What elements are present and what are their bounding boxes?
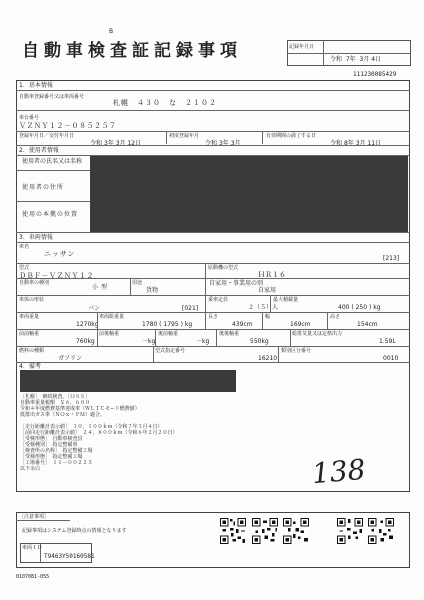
model-label: 型式 (19, 265, 30, 271)
expiry-month: 3 (355, 140, 360, 147)
section-vehicle: 3．車両情報 (19, 234, 53, 241)
length-value: 439cm (232, 321, 253, 328)
shape-value: バン (88, 305, 101, 312)
rear-front-value: －kg (196, 338, 210, 345)
shape-code: [021] (182, 305, 199, 312)
note-line: ［札幌］ 継続検査。［ＯＳＳ］ (20, 394, 91, 400)
user-name-label: 使用者の氏名又は名称 (22, 158, 83, 165)
note-line: ［受検形態］ 自動車検査員 (20, 436, 83, 442)
expiry-label: 有効期間の満了する日 (266, 133, 317, 139)
weight-label: 車両重量 (19, 314, 40, 320)
first-registration-day: 12 (127, 140, 136, 147)
first-year-year: 3 (218, 140, 223, 147)
kind-label: 自動車の種別 (19, 280, 50, 286)
fuel-label: 燃料の種類 (19, 348, 45, 354)
note-line: 以下余白 (20, 466, 41, 472)
vehicle-id-label: 車両ＩＤ (22, 545, 43, 551)
engine-value: ＨＲ１６ (258, 271, 286, 279)
form-mark: B (109, 28, 114, 35)
front-axle-label: 前前軸重 (19, 331, 40, 337)
purpose-value: 貨物 (146, 287, 159, 294)
front-axle-value: 760kg (76, 338, 95, 345)
redacted-note (20, 370, 236, 392)
qr-code-icon (220, 518, 246, 544)
rear-axle-value: 550kg (250, 338, 269, 345)
maker-code: [213] (383, 255, 400, 262)
record-date-label: 記録年月日 (289, 44, 315, 50)
chassis-label: 車台番号 (19, 115, 40, 121)
qr-code-icon (252, 518, 278, 544)
redacted-user-info (90, 156, 408, 232)
note-line: ［走行距離計表示値］ ３０，１００ｋｍ（令和７年３月４日） (20, 424, 163, 430)
engine-label: 原動機の型式 (208, 265, 239, 271)
record-date-day: 4 (371, 56, 376, 63)
notice-section: ［注意事項］ (19, 514, 50, 520)
type-approval-label: 型式指定番号 (155, 348, 186, 354)
use-value: 自家用 (258, 287, 277, 294)
note-line: ［受検形態］ 指定整備工場 (20, 454, 83, 460)
first-registration-label: 登録年月日／交付年月日 (19, 133, 75, 139)
maker-value: ニッサン (44, 250, 76, 258)
maker-label: 車名 (19, 244, 30, 250)
section-notes: 4．備考 (19, 363, 41, 370)
type-approval-value: 16210 (258, 355, 278, 362)
qr-code-icon (368, 518, 394, 544)
note-line: ［受検種別］ 指定整備車 (20, 442, 78, 448)
record-date-month: 3 (359, 56, 364, 63)
capacity-label: 乗車定員 (208, 297, 229, 303)
note-line: ［前回走行距離計表示値］ ２４，８００ｋｍ（令和６年２月２０日） (20, 430, 178, 436)
rear-front-label: 後前軸重 (158, 331, 179, 337)
handwritten-number: 138 (310, 452, 367, 491)
shape-label: 車体の形状 (19, 297, 45, 303)
width-label: 幅 (265, 314, 271, 320)
displacement-label: 総排気量又は定格出力 (292, 331, 343, 337)
page-title: 自動車検査証記録事項 (22, 41, 242, 61)
section-basic: 1．基本情報 (19, 82, 53, 89)
qr-code-icon (283, 518, 309, 544)
rear-axle-label: 後後軸重 (219, 331, 240, 337)
record-date-year: 7 (345, 56, 350, 63)
height-value: 154cm (357, 321, 378, 328)
maxload-label: 最大積載量 (273, 297, 299, 303)
maxload-value: 400 ( 250 ) kg (338, 304, 381, 311)
weight-value: 1270kg (76, 321, 99, 328)
class-value: 0010 (383, 355, 399, 362)
expiry-era: 令和 (330, 140, 343, 147)
kind-value: 小型 (92, 284, 111, 291)
section-user: 2．使用者情報 (19, 147, 59, 154)
first-year-month: 3 (230, 140, 235, 147)
vehicle-id-value: T9463Y50160581 (44, 553, 95, 560)
first-year-era: 令和 (205, 140, 218, 147)
capacity-value: ２（５）人 (248, 304, 279, 311)
notice-text: 記録事項はシステム登録時点の情報となります (22, 528, 127, 534)
user-base-label: 使用の本拠の位置 (22, 211, 79, 218)
purpose-label: 用途 (132, 280, 143, 286)
first-registration-era: 令和 (90, 140, 103, 147)
expiry-day: 11 (367, 140, 376, 147)
first-year-label: 初度登録年月 (169, 133, 200, 139)
record-date-era: 令和 (330, 56, 343, 63)
displacement-value: 1.59L (379, 338, 396, 345)
width-value: 169cm (290, 321, 311, 328)
front-rear-label: 前後軸重 (99, 331, 120, 337)
chassis-number: ＶＺＮＹ１２－０８５２５７ (19, 122, 117, 130)
first-registration-month: 3 (115, 140, 120, 147)
front-rear-value: －kg (142, 338, 156, 345)
note-line: 自動車重量税額 ￥６，６００ (20, 400, 91, 406)
note-line: ［工場番号］ １１－００２２５ (20, 460, 93, 466)
use-label: 自家用・事業用の別 (209, 280, 264, 287)
gross-label: 車両総重量 (99, 314, 125, 320)
qr-code-icon (337, 518, 363, 544)
note-line: ［検査所の名称］ 指定整備工場 (20, 448, 93, 454)
note-line: 低排出ガス車（ＮＯｘ・ＰＭ）適合。 (20, 412, 106, 418)
note-line: 令和４年度燃費基準達成車（ＷＬＴＣモード燃費値） (20, 406, 140, 412)
bottom-code: 0107081-055 (16, 574, 50, 580)
model-value: ＤＢＦ－ＶＺＮＹ１２ (19, 272, 94, 280)
notes-block (20, 394, 310, 472)
user-address-label: 使用者の住所 (22, 184, 65, 191)
registration-number: 札幌 ４３０ な ２１０２ (113, 99, 217, 107)
fuel-value: ガソリン (58, 355, 83, 362)
length-label: 長さ (208, 314, 219, 320)
first-registration-year: 3 (103, 140, 108, 147)
height-label: 高さ (330, 314, 341, 320)
gross-value: 1780 ( 1795 ) kg (142, 321, 193, 328)
class-label: 類別区分番号 (281, 348, 312, 354)
registration-label: 自動車登録番号又は車両番号 (19, 94, 85, 100)
document-number: 111230085429 (353, 71, 397, 78)
expiry-year: 8 (343, 140, 348, 147)
